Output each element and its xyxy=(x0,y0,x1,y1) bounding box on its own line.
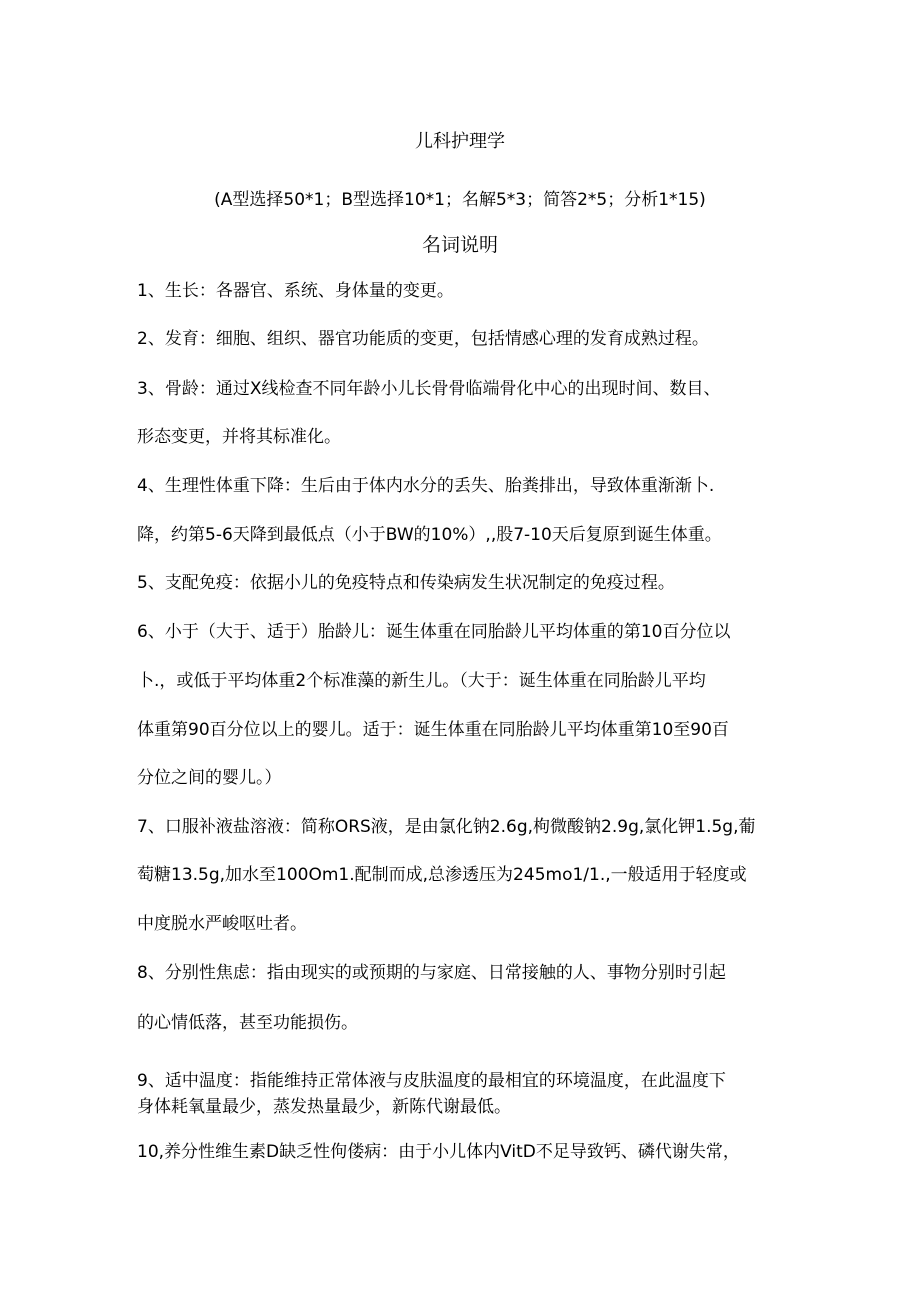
text-line: 形态变更，并将其标准化。 xyxy=(137,427,341,447)
text-line: 3、骨龄：通过X线检查不同年龄小儿长骨骨临端骨化中心的出现时间、数目、 xyxy=(137,379,721,399)
text-line: 降，约第5-6天降到最低点（小于BW的10%）,,股7-10天后复原到诞生体重。 xyxy=(137,525,722,545)
exam-format-line: (A型选择50*1；B型选择10*1；名解5*3；简答2*5；分析1*15) xyxy=(214,190,706,210)
document-title: 儿科护理学 xyxy=(415,131,505,152)
text-line: 9、适中温度：指能维持正常体液与皮肤温度的最相宜的环境温度，在此温度下 xyxy=(137,1071,726,1091)
text-line: 分位之间的婴儿。） xyxy=(137,768,282,788)
text-line: 萄糖13.5g,加水至100Om1.配制而成,总渗透压为245mo1∕1.,一般适用于轻度或 xyxy=(137,865,747,885)
text-line: 7、口服补液盐溶液：简称ORS液，是由氯化钠2.6g,枸微酸钠2.9g,氯化钾1.5g,葡 xyxy=(137,817,756,837)
text-line: 2、发育：细胞、组织、器官功能质的变更，包括情感心理的发育成熟过程。 xyxy=(137,329,709,349)
text-line: 8、分别性焦虑：指由现实的或预期的与家庭、日常接触的人、事物分别时引起 xyxy=(137,963,726,983)
text-line: 10,养分性维生素D缺乏性佝偻病：由于小儿体内VitD不足导致钙、磷代谢失常， xyxy=(137,1142,740,1162)
text-line: 1、生长：各器官、系统、身体量的变更。 xyxy=(137,281,454,301)
text-line: 体重第90百分位以上的婴儿。适于：诞生体重在同胎龄儿平均体重第10至90百 xyxy=(137,720,729,740)
text-line: 6、小于（大于、适于）胎龄儿：诞生体重在同胎龄儿平均体重的第10百分位以 xyxy=(137,622,731,642)
text-line: 卜.，或低于平均体重2个标准藻的新生儿。（大于：诞生体重在同胎龄儿平均 xyxy=(137,671,706,691)
text-line: 5、支配免疫：依据小儿的免疫特点和传染病发生状况制定的免疫过程。 xyxy=(137,573,675,593)
text-line: 的心情低落，甚至功能损伤。 xyxy=(137,1013,358,1033)
text-line: 4、生理性体重下降：生后由于体内水分的丢失、胎粪排出，导致体重渐渐卜. xyxy=(137,476,715,496)
text-line: 身体耗氧量最少，蒸发热量最少，新陈代谢最低。 xyxy=(137,1097,511,1117)
section-heading: 名词说明 xyxy=(421,234,498,256)
text-line: 中度脱水严峻呕吐者。 xyxy=(137,914,307,934)
